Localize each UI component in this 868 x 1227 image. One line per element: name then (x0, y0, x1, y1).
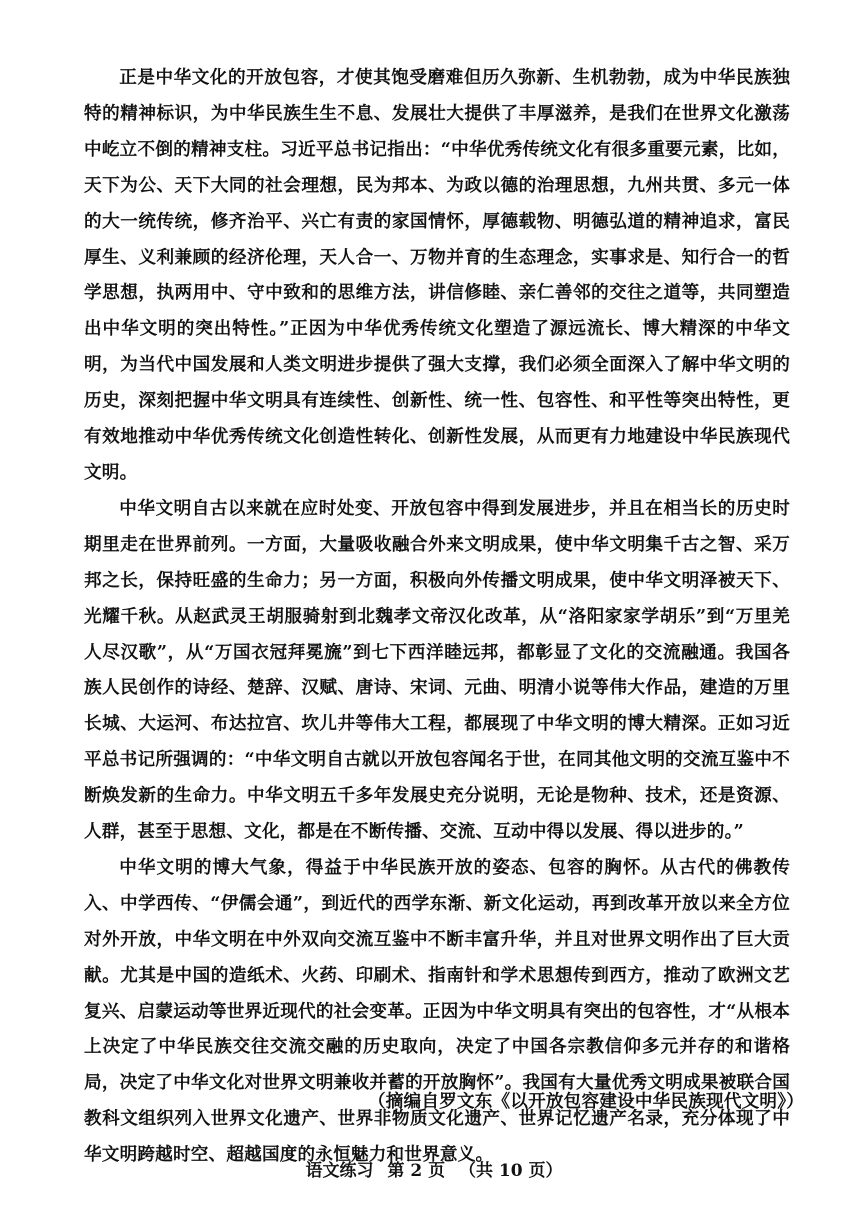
footer-page-number: 第 2 页 (387, 1161, 446, 1181)
paragraph-2: 中华文明自古以来就在应时处变、开放包容中得到发展进步，并且在相当长的历史时期里走在世界前列。一方面，大量吸收融合外来文明成果，使中华文明集千古之智、采万邦之长，保持旺盛的生命力；另一方面，积极向外传播文明成果，使中华文明泽被天下、光耀千秋。从赵武灵王胡服骑射到北魏孝文帝汉化改革，从“洛阳家家学胡乐”到“万里羌人尽汉歌”，从“万国衣冠拜冕旒”到七下西洋睦远邦，都彰显了文化的交流融通。我国各族人民创作的诗经、楚辞、汉赋、唐诗、宋词、元曲、明清小说等伟大作品，建造的万里长城、大运河、布达拉宫、坎儿井等伟大工程，都展现了中华文明的博大精深。正如习近平总书记所强调的：“中华文明自古就以开放包容闻名于世，在同其他文明的交流互鉴中不断焕发新的生命力。中华文明五千多年发展史充分说明，无论是物种、技术，还是资源、人群，甚至于思想、文化，都是在不断传播、交流、互动中得以发展、得以进步的。” (84, 497, 790, 843)
paragraph-3: 中华文明的博大气象，得益于中华民族开放的姿态、包容的胸怀。从古代的佛教传入、中学西传、“伊儒会通”，到近代的西学东渐、新文化运动，再到改革开放以来全方位对外开放，中华文明在中外双向交流互鉴中不断丰富升华，并且对世界文明作出了巨大贡献。尤其是中国的造纸术、火药、印刷术、指南针和学术思想传到西方，推动了欧洲文艺复兴、启蒙运动等世界近现代的社会变革。正因为中华文明具有突出的包容性，才“从根本上决定了中华民族交往交流交融的历史取向，决定了中国各宗教信仰多元并存的和谐格局，决定了中华文化对世界文明兼收并蓄的开放胸怀”。我国有大量优秀文明成果被联合国教科文组织列入世界文化遗产、世界非物质文化遗产、世界记忆遗产名录，充分体现了中华文明跨越时空、超越国度的永恒魅力和世界意义。 (84, 856, 790, 1166)
footer-subject: 语文练习 (305, 1161, 374, 1181)
article-body (84, 60, 790, 1173)
footer-total-pages: （共 10 页） (459, 1161, 563, 1181)
paragraph-1: 正是中华文化的开放包容，才使其饱受磨难但历久弥新、生机勃勃，成为中华民族独特的精神标识，为中华民族生生不息、发展壮大提供了丰厚滋养，是我们在世界文化激荡中屹立不倒的精神支柱。习近平总书记指出：“中华优秀传统文化有很多重要元素，比如，天下为公、天下大同的社会理想，民为邦本、为政以德的治理思想，九州共贯、多元一体的大一统传统，修齐治平、兴亡有责的家国情怀，厚德载物、明德弘道的精神追求，富民厚生、义利兼顾的经济伦理，天人合一、万物并育的生态理念，实事求是、知行合一的哲学思想，执两用中、守中致和的思维方法，讲信修睦、亲仁善邻的交往之道等，共同塑造出中华文明的突出特性。”正因为中华优秀传统文化塑造了源远流长、博大精深的中华文明，为当代中国发展和人类文明进步提供了强大支撑，我们必须全面深入了解中华文明的历史，深刻把握中华文明具有连续性、创新性、统一性、包容性、和平性等突出特性，更有效地推动中华优秀传统文化创造性转化、创新性发展，从而更有力地建设中华民族现代文明。 (84, 67, 790, 483)
source-citation: （摘编自罗文东《以开放包容建设中华民族现代文明》） (367, 1091, 804, 1112)
page-footer (0, 1156, 868, 1181)
